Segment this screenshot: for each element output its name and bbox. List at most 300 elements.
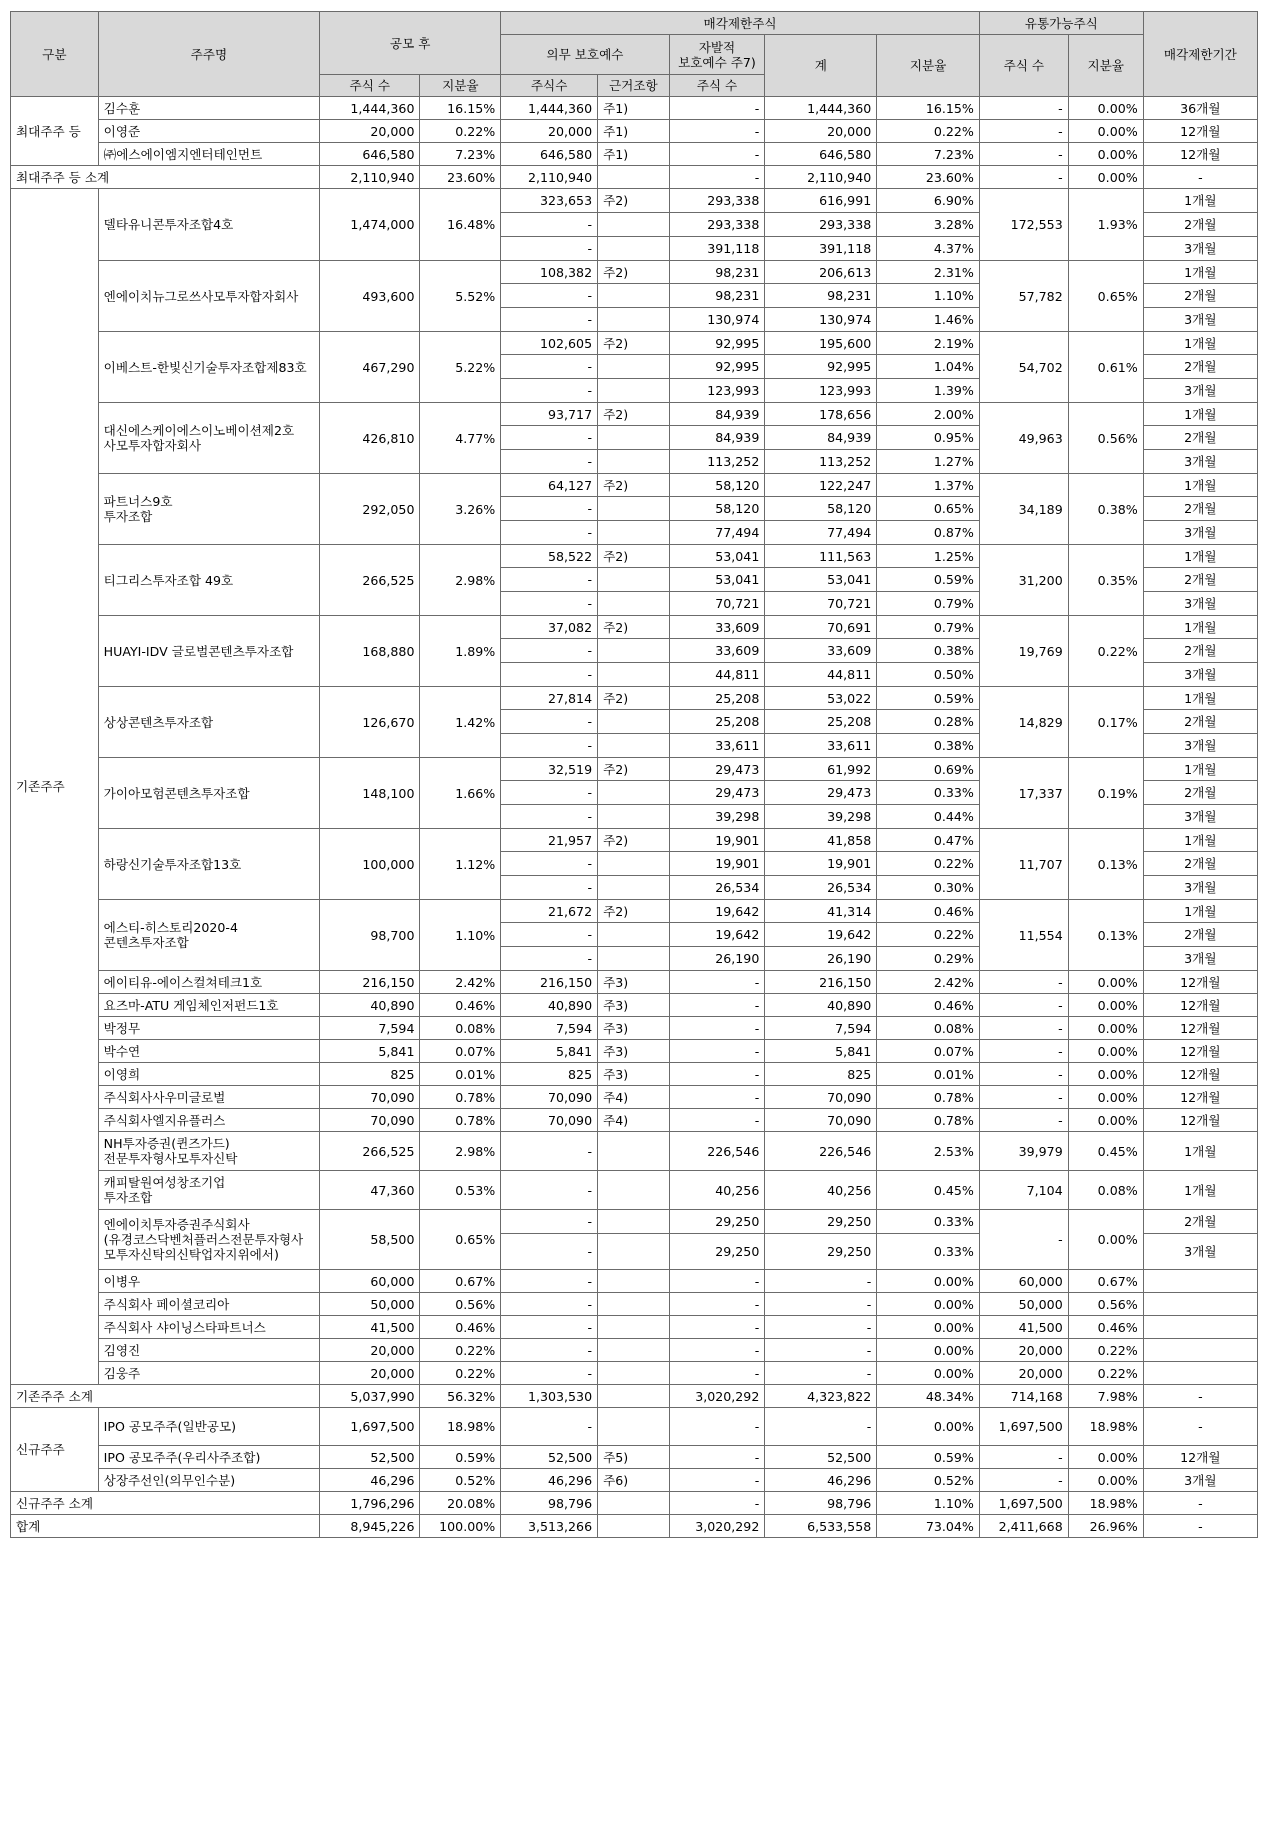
basis [598,876,670,900]
post-ratio: 5.22% [420,332,501,403]
voluntary-shares: 58,120 [669,497,765,521]
voluntary-shares: - [669,1270,765,1293]
restricted-total: 122,247 [765,474,877,497]
basis [598,521,670,545]
post-shares: 646,580 [320,143,420,166]
lockup-period: 1개월 [1143,829,1257,852]
basis [598,450,670,474]
restricted-total: 40,256 [765,1171,877,1210]
tradable-shares: 20,000 [979,1339,1068,1362]
tradable-shares: 714,168 [979,1385,1068,1408]
tradable-shares: 20,000 [979,1362,1068,1385]
post-ratio: 16.15% [420,97,501,120]
tradable-shares: 49,963 [979,403,1068,474]
post-shares: 100,000 [320,829,420,900]
mandatory-shares: - [501,450,598,474]
lockup-period: 3개월 [1143,947,1257,971]
restricted-ratio: 0.46% [877,900,980,923]
mandatory-shares: 21,957 [501,829,598,852]
lockup-period: 3개월 [1143,237,1257,261]
restricted-ratio: 0.59% [877,568,980,592]
post-shares: 60,000 [320,1270,420,1293]
lockup-period: 2개월 [1143,284,1257,308]
tradable-ratio: 0.56% [1068,403,1143,474]
voluntary-shares: 77,494 [669,521,765,545]
lockup-period: 3개월 [1143,805,1257,829]
lockup-period: 12개월 [1143,1086,1257,1109]
voluntary-shares: 53,041 [669,568,765,592]
basis: 주2) [598,474,670,497]
row-group-label: 기존주주 [11,189,99,1385]
holder-name: NH투자증권(퀸즈가드) 전문투자형사모투자신탁 [98,1132,319,1171]
mandatory-shares: - [501,213,598,237]
mandatory-shares: - [501,1408,598,1446]
restricted-total: 52,500 [765,1446,877,1469]
post-ratio: 0.46% [420,1316,501,1339]
basis [598,1234,670,1270]
tradable-ratio: 0.67% [1068,1270,1143,1293]
restricted-ratio: 0.00% [877,1316,980,1339]
post-ratio: 0.67% [420,1270,501,1293]
lockup-period: 2개월 [1143,781,1257,805]
post-shares: 426,810 [320,403,420,474]
restricted-total: 33,611 [765,734,877,758]
mandatory-shares: 2,110,940 [501,166,598,189]
tradable-ratio: 0.00% [1068,1469,1143,1492]
table-row [11,403,1258,426]
post-ratio: 1.10% [420,900,501,971]
basis: 주1) [598,120,670,143]
holder-name: 에스티-히스토리2020-4 콘텐츠투자조합 [98,900,319,971]
post-ratio: 0.22% [420,120,501,143]
post-shares: 98,700 [320,900,420,971]
lockup-period: 1개월 [1143,332,1257,355]
restricted-ratio: 1.25% [877,545,980,568]
restricted-ratio: 0.29% [877,947,980,971]
mandatory-shares: - [501,852,598,876]
restricted-total: 1,444,360 [765,97,877,120]
mandatory-shares: - [501,568,598,592]
restricted-total: 130,974 [765,308,877,332]
restricted-ratio: 0.79% [877,616,980,639]
restricted-total: 825 [765,1063,877,1086]
voluntary-shares: 19,901 [669,829,765,852]
tradable-ratio: 0.35% [1068,545,1143,616]
lockup-period: 12개월 [1143,1040,1257,1063]
table-row [11,1469,1258,1492]
lockup-period: 2개월 [1143,710,1257,734]
voluntary-shares: 98,231 [669,284,765,308]
mandatory-shares: - [501,663,598,687]
basis: 주2) [598,332,670,355]
tradable-ratio: 0.00% [1068,1086,1143,1109]
tradable-ratio: 0.08% [1068,1171,1143,1210]
post-shares: 40,890 [320,994,420,1017]
restricted-total: - [765,1408,877,1446]
mandatory-shares: - [501,1171,598,1210]
tradable-ratio: 0.38% [1068,474,1143,545]
mandatory-shares: 70,090 [501,1086,598,1109]
tradable-ratio: 0.22% [1068,616,1143,687]
mandatory-shares: 64,127 [501,474,598,497]
restricted-ratio: 0.28% [877,710,980,734]
lockup-period [1143,1270,1257,1293]
holder-name: 이베스트-한빛신기술투자조합제83호 [98,332,319,403]
table-row [11,545,1258,568]
restricted-ratio: 0.22% [877,120,980,143]
restricted-total: 29,473 [765,781,877,805]
tradable-shares: - [979,994,1068,1017]
basis: 주2) [598,545,670,568]
tradable-ratio: 0.13% [1068,829,1143,900]
tradable-ratio: 0.17% [1068,687,1143,758]
restricted-ratio: 23.60% [877,166,980,189]
restricted-total: 39,298 [765,805,877,829]
table-row [11,1063,1258,1086]
basis [598,1515,670,1538]
voluntary-shares: - [669,1339,765,1362]
post-ratio: 2.42% [420,971,501,994]
basis [598,497,670,521]
post-shares: 2,110,940 [320,166,420,189]
restricted-total: 26,190 [765,947,877,971]
mandatory-shares: 5,841 [501,1040,598,1063]
basis: 주2) [598,829,670,852]
restricted-ratio: 0.59% [877,687,980,710]
holder-name: HUAYI-IDV 글로벌콘텐츠투자조합 [98,616,319,687]
tradable-shares: 7,104 [979,1171,1068,1210]
table-row [11,1171,1258,1210]
voluntary-shares: 123,993 [669,379,765,403]
mandatory-shares: - [501,947,598,971]
lockup-period: 2개월 [1143,923,1257,947]
voluntary-shares: 29,473 [669,758,765,781]
voluntary-shares: - [669,97,765,120]
post-ratio: 0.46% [420,994,501,1017]
subtotal-row [11,1492,1258,1515]
voluntary-shares: 53,041 [669,545,765,568]
subtotal-row [11,1385,1258,1408]
restricted-ratio: 0.00% [877,1293,980,1316]
lockup-period: 1개월 [1143,403,1257,426]
post-shares: 70,090 [320,1109,420,1132]
basis [598,426,670,450]
mandatory-shares: - [501,734,598,758]
restricted-total: 84,939 [765,426,877,450]
voluntary-shares: 391,118 [669,237,765,261]
tradable-shares: 39,979 [979,1132,1068,1171]
restricted-ratio: 0.00% [877,1339,980,1362]
tradable-ratio: 0.65% [1068,261,1143,332]
tradable-shares: 172,553 [979,189,1068,261]
basis [598,237,670,261]
post-shares: 47,360 [320,1171,420,1210]
basis [598,213,670,237]
post-shares: 20,000 [320,1362,420,1385]
table-row [11,474,1258,497]
post-shares: 70,090 [320,1086,420,1109]
row-group-label: 신규주주 [11,1408,99,1492]
restricted-total: 44,811 [765,663,877,687]
basis [598,663,670,687]
lockup-period: 12개월 [1143,143,1257,166]
tradable-shares: 17,337 [979,758,1068,829]
restricted-ratio: 0.78% [877,1086,980,1109]
header-basis: 근거조항 [598,75,670,97]
post-shares: 1,697,500 [320,1408,420,1446]
post-ratio: 0.08% [420,1017,501,1040]
post-shares: 41,500 [320,1316,420,1339]
post-shares: 1,474,000 [320,189,420,261]
table-row [11,1339,1258,1362]
restricted-total: 33,609 [765,639,877,663]
restricted-ratio: 0.00% [877,1408,980,1446]
restricted-total: 70,691 [765,616,877,639]
post-ratio: 0.22% [420,1339,501,1362]
tradable-shares: 1,697,500 [979,1492,1068,1515]
lockup-period: 2개월 [1143,426,1257,450]
post-ratio: 1.12% [420,829,501,900]
restricted-ratio: 0.78% [877,1109,980,1132]
tradable-shares: 14,829 [979,687,1068,758]
mandatory-shares: 21,672 [501,900,598,923]
basis [598,947,670,971]
tradable-ratio: 0.00% [1068,1446,1143,1469]
basis: 주2) [598,403,670,426]
lockup-period: 1개월 [1143,545,1257,568]
basis [598,1270,670,1293]
holder-name: IPO 공모주주(일반공모) [98,1408,319,1446]
post-shares: 5,037,990 [320,1385,420,1408]
basis [598,1132,670,1171]
restricted-ratio: 48.34% [877,1385,980,1408]
table-row [11,1408,1258,1446]
post-ratio: 7.23% [420,143,501,166]
mandatory-shares: - [501,1293,598,1316]
post-shares: 20,000 [320,120,420,143]
tradable-shares: 19,769 [979,616,1068,687]
table-row [11,900,1258,923]
header-post-ipo: 공모 후 [320,12,501,75]
lockup-period: 12개월 [1143,1017,1257,1040]
voluntary-shares: 3,020,292 [669,1385,765,1408]
mandatory-shares: - [501,1210,598,1234]
tradable-ratio: 0.00% [1068,166,1143,189]
mandatory-shares: 646,580 [501,143,598,166]
mandatory-shares: - [501,237,598,261]
lockup-period: 3개월 [1143,450,1257,474]
post-shares: 126,670 [320,687,420,758]
restricted-ratio: 0.45% [877,1171,980,1210]
basis [598,1339,670,1362]
post-shares: 1,796,296 [320,1492,420,1515]
restricted-ratio: 0.33% [877,1234,980,1270]
basis [598,1293,670,1316]
subtotal-label: 최대주주 등 소계 [11,166,320,189]
basis [598,592,670,616]
voluntary-shares: 130,974 [669,308,765,332]
subtotal-label: 신규주주 소계 [11,1492,320,1515]
header-post-shares: 주식 수 [320,75,420,97]
header-tradable-ratio: 지분율 [1068,35,1143,97]
voluntary-shares: 3,020,292 [669,1515,765,1538]
post-shares: 292,050 [320,474,420,545]
restricted-ratio: 2.00% [877,403,980,426]
lockup-period: 2개월 [1143,355,1257,379]
voluntary-shares: - [669,120,765,143]
lockup-period: 1개월 [1143,758,1257,781]
lockup-period: - [1143,166,1257,189]
voluntary-shares: - [669,971,765,994]
post-shares: 467,290 [320,332,420,403]
basis [598,284,670,308]
lockup-table [10,11,1258,1538]
tradable-ratio: 0.22% [1068,1362,1143,1385]
table-row [11,1270,1258,1293]
post-ratio: 0.01% [420,1063,501,1086]
restricted-ratio: 4.37% [877,237,980,261]
holder-name: 상장주선인(의무인수분) [98,1469,319,1492]
mandatory-shares: - [501,592,598,616]
holder-name: 주식회사엘지유플러스 [98,1109,319,1132]
tradable-ratio: 7.98% [1068,1385,1143,1408]
post-shares: 20,000 [320,1339,420,1362]
lockup-period: 3개월 [1143,379,1257,403]
post-shares: 46,296 [320,1469,420,1492]
table-row [11,1132,1258,1171]
lockup-period: 2개월 [1143,852,1257,876]
restricted-total: 61,992 [765,758,877,781]
holder-name: 델타유니콘투자조합4호 [98,189,319,261]
basis [598,1210,670,1234]
table-row [11,994,1258,1017]
table-row [11,1040,1258,1063]
basis: 주1) [598,143,670,166]
lockup-period: 3개월 [1143,592,1257,616]
basis: 주2) [598,261,670,284]
voluntary-shares: 33,611 [669,734,765,758]
mandatory-shares: - [501,1234,598,1270]
voluntary-shares: - [669,1446,765,1469]
voluntary-shares: 26,534 [669,876,765,900]
holder-name: 주식회사사우미글로벌 [98,1086,319,1109]
basis [598,379,670,403]
lockup-period: 2개월 [1143,639,1257,663]
holder-name: 이영희 [98,1063,319,1086]
holder-name: 요즈마-ATU 게임체인저펀드1호 [98,994,319,1017]
voluntary-shares: 84,939 [669,403,765,426]
post-shares: 50,000 [320,1293,420,1316]
table-row [11,1210,1258,1234]
basis [598,355,670,379]
tradable-shares: 50,000 [979,1293,1068,1316]
lockup-period: 3개월 [1143,521,1257,545]
voluntary-shares: 19,901 [669,852,765,876]
restricted-total: 25,208 [765,710,877,734]
mandatory-shares: - [501,1132,598,1171]
mandatory-shares: - [501,521,598,545]
lockup-period: - [1143,1385,1257,1408]
voluntary-shares: - [669,1017,765,1040]
voluntary-shares: 29,250 [669,1210,765,1234]
holder-name: 캐피탈원여성창조기업 투자조합 [98,1171,319,1210]
tradable-shares: - [979,120,1068,143]
restricted-ratio: 0.87% [877,521,980,545]
tradable-shares: - [979,1040,1068,1063]
post-shares: 216,150 [320,971,420,994]
lockup-period: 12개월 [1143,971,1257,994]
restricted-ratio: 0.69% [877,758,980,781]
tradable-ratio: 0.00% [1068,971,1143,994]
lockup-period: 3개월 [1143,663,1257,687]
mandatory-shares: 108,382 [501,261,598,284]
voluntary-shares: 29,473 [669,781,765,805]
restricted-total: 29,250 [765,1234,877,1270]
restricted-ratio: 0.47% [877,829,980,852]
basis [598,568,670,592]
voluntary-shares: - [669,1063,765,1086]
lockup-period: 3개월 [1143,1234,1257,1270]
restricted-ratio: 0.52% [877,1469,980,1492]
restricted-total: 7,594 [765,1017,877,1040]
header-lockup-period: 매각제한기간 [1143,12,1257,97]
restricted-total: 2,110,940 [765,166,877,189]
mandatory-shares: - [501,379,598,403]
voluntary-shares: - [669,1086,765,1109]
post-ratio: 20.08% [420,1492,501,1515]
restricted-ratio: 73.04% [877,1515,980,1538]
tradable-shares: - [979,97,1068,120]
mandatory-shares: 98,796 [501,1492,598,1515]
restricted-total: 53,022 [765,687,877,710]
basis: 주5) [598,1446,670,1469]
post-shares: 266,525 [320,545,420,616]
post-shares: 7,594 [320,1017,420,1040]
post-ratio: 1.89% [420,616,501,687]
holder-name: 엔에이치투자증권주식회사 (유경코스닥벤처플러스전문투자형사 모투자신탁의신탁업자지위에서) [98,1210,319,1270]
header-total: 계 [765,35,877,97]
lockup-period: 3개월 [1143,734,1257,758]
restricted-total: 111,563 [765,545,877,568]
post-shares: 58,500 [320,1210,420,1270]
post-ratio: 0.78% [420,1109,501,1132]
tradable-shares: - [979,1469,1068,1492]
tradable-ratio: 18.98% [1068,1492,1143,1515]
post-ratio: 100.00% [420,1515,501,1538]
holder-name: 이영준 [98,120,319,143]
basis [598,1385,670,1408]
tradable-shares: 31,200 [979,545,1068,616]
restricted-ratio: 0.65% [877,497,980,521]
restricted-ratio: 0.44% [877,805,980,829]
restricted-total: 123,993 [765,379,877,403]
voluntary-shares: 98,231 [669,261,765,284]
subtotal-label: 기존주주 소계 [11,1385,320,1408]
lockup-period: 1개월 [1143,1171,1257,1210]
table-row [11,616,1258,639]
post-ratio: 23.60% [420,166,501,189]
voluntary-shares: - [669,1293,765,1316]
restricted-total: 226,546 [765,1132,877,1171]
basis: 주3) [598,1040,670,1063]
post-ratio: 0.22% [420,1362,501,1385]
holder-name: 이병우 [98,1270,319,1293]
basis: 주2) [598,900,670,923]
table-row [11,1017,1258,1040]
lockup-period: 12개월 [1143,1446,1257,1469]
post-shares: 266,525 [320,1132,420,1171]
basis [598,166,670,189]
